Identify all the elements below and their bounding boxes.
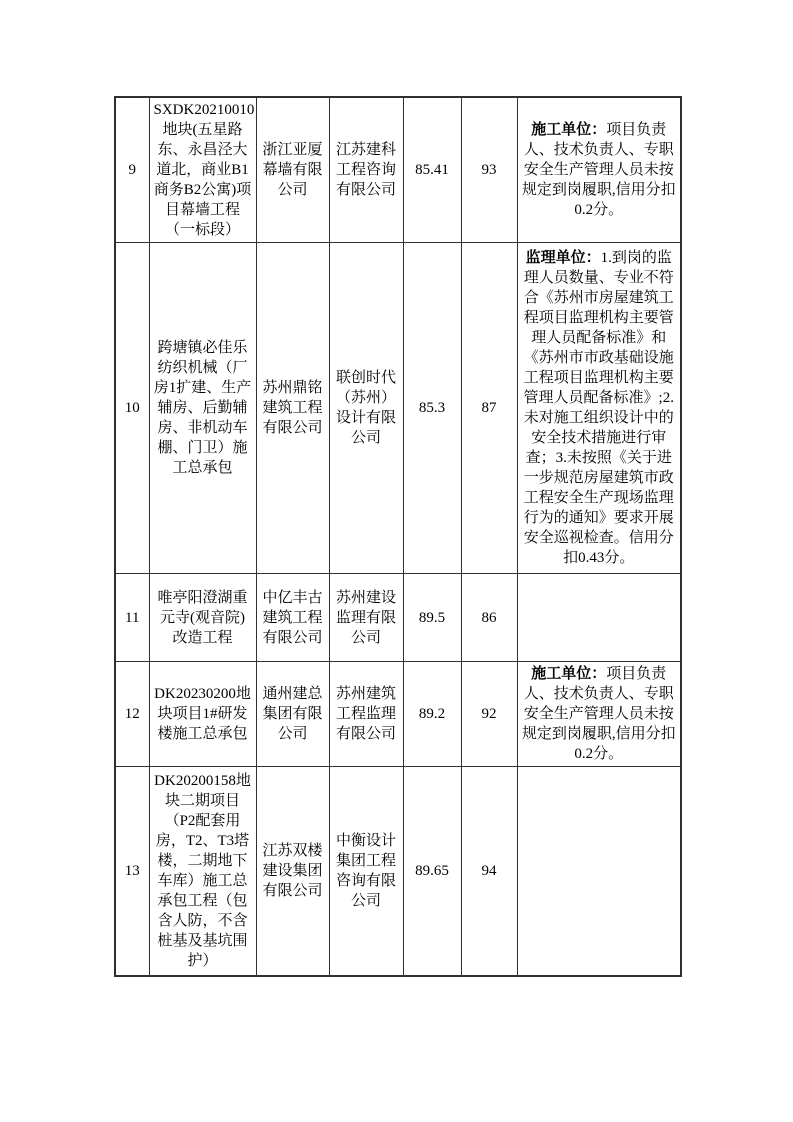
supervisor-cell: 江苏建科工程咨询有限公司 xyxy=(329,97,403,243)
score-cell: 85.3 xyxy=(403,243,461,574)
secondary-score-cell: 92 xyxy=(461,662,517,767)
score-cell: 85.41 xyxy=(403,97,461,243)
secondary-score-cell: 94 xyxy=(461,767,517,976)
remark-unit-label: 施工单位： xyxy=(531,122,607,138)
remark-text: 项目负责人、技术负责人、专职安全生产管理人员未按规定到岗履职,信用分扣0.2分。 xyxy=(521,122,676,218)
contractor-cell: 苏州鼎铭建筑工程有限公司 xyxy=(256,243,329,574)
project-name-cell: DK20230200地块项目1#研发楼施工总承包 xyxy=(149,662,256,767)
score-cell: 89.5 xyxy=(403,574,461,662)
remark-unit-label: 监理单位： xyxy=(525,250,601,266)
table-row xyxy=(115,574,681,662)
contractor-cell: 江苏双楼建设集团有限公司 xyxy=(256,767,329,976)
table-row xyxy=(115,97,681,243)
row-number-cell: 11 xyxy=(115,574,149,662)
project-name-cell: DK20200158地块二期项目（P2配套用房，T2、T3塔楼，二期地下车库）施工总承包工程（包含人防，不含桩基及基坑围护） xyxy=(149,767,256,976)
remark-unit-label: 施工单位： xyxy=(531,666,607,682)
secondary-score-cell: 87 xyxy=(461,243,517,574)
row-number-cell: 9 xyxy=(115,97,149,243)
row-number-cell: 10 xyxy=(115,243,149,574)
remark-cell xyxy=(517,767,681,976)
table-row xyxy=(115,662,681,767)
table-row xyxy=(115,767,681,976)
remark-cell xyxy=(517,243,681,574)
contractor-cell: 中亿丰古建筑工程有限公司 xyxy=(256,574,329,662)
contractor-cell: 通州建总集团有限公司 xyxy=(256,662,329,767)
project-name-cell: SXDK20210010地块(五星路东、永昌泾大道北，商业B1商务B2公寓)项目幕墙工程（一标段） xyxy=(149,97,256,243)
supervisor-cell: 中衡设计集团工程咨询有限公司 xyxy=(329,767,403,976)
supervisor-cell: 苏州建设监理有限公司 xyxy=(329,574,403,662)
secondary-score-cell: 93 xyxy=(461,97,517,243)
score-cell: 89.65 xyxy=(403,767,461,976)
secondary-score-cell: 86 xyxy=(461,574,517,662)
project-name-cell: 唯亭阳澄湖重元寺(观音院)改造工程 xyxy=(149,574,256,662)
table-row xyxy=(115,243,681,574)
row-number-cell: 13 xyxy=(115,767,149,976)
credit-evaluation-table xyxy=(114,96,682,977)
remark-text: 项目负责人、技术负责人、专职安全生产管理人员未按规定到岗履职,信用分扣0.2分。 xyxy=(521,666,676,762)
score-cell: 89.2 xyxy=(403,662,461,767)
remark-cell xyxy=(517,97,681,243)
remark-text: 1.到岗的监理人员数量、专业不符合《苏州市房屋建筑工程项目监理机构主要管理人员配备标准》和《苏州市市政基础设施工程项目监理机构主要管理人员配备标准》;2.未对施工组织设计中的安全技术措施进行审查；3.未按照《关于进一步规范房屋建筑市政工程安全生产现场监理行为的通知》要求开展安全巡视检查。信用分扣0.43分。 xyxy=(523,250,674,566)
supervisor-cell: 联创时代（苏州）设计有限公司 xyxy=(329,243,403,574)
remark-cell xyxy=(517,574,681,662)
supervisor-cell: 苏州建筑工程监理有限公司 xyxy=(329,662,403,767)
project-name-cell: 跨塘镇必佳乐纺织机械（厂房1扩建、生产辅房、后勤辅房、非机动车棚、门卫）施工总承包 xyxy=(149,243,256,574)
row-number-cell: 12 xyxy=(115,662,149,767)
remark-cell xyxy=(517,662,681,767)
contractor-cell: 浙江亚厦幕墙有限公司 xyxy=(256,97,329,243)
